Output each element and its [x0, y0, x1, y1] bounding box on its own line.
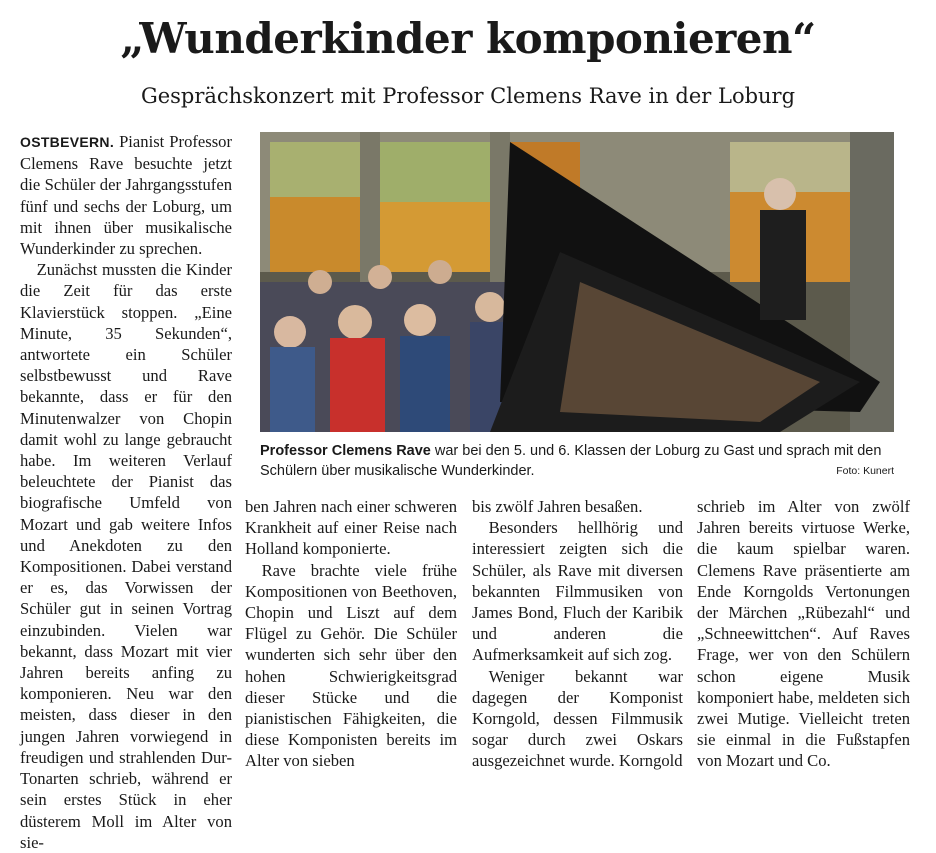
- headline: „Wunderkinder komponieren“: [120, 14, 816, 63]
- photo-illustration: [260, 132, 894, 432]
- column-4: [697, 496, 910, 772]
- column-2: [245, 496, 457, 772]
- paragraph: [20, 131, 232, 259]
- paragraph-text: Pianist Professor Clemens Rave besuchte jetzt die Schüler der Jahrgangsstufen fünf und sechs der Loburg, um mit ihnen über musikalische Wunderkinder zu sprechen.: [20, 132, 232, 259]
- subheadline: Gesprächskonzert mit Professor Clemens Rave in der Loburg: [140, 84, 796, 108]
- paragraph: Besonders hellhörig und interessiert zeigten sich die Schüler, als Rave mit diversen bekannten Filmmusiken von James Bond, Fluch der Karibik und anderen die Aufmerksamkeit auf sich zog.: [472, 518, 683, 665]
- paragraph: Zunächst mussten die Kinder die Zeit für das erste Klavierstück stoppen. „Eine Minute, 35 Sekunden“, antwortete ein Schüler selbstbewusst und Rave bekannte, dass er für den Minutenwalzer von Chopin damit wohl zu lange gebraucht habe. Im weiteren Verlauf beleuchtete der Pianist das biografische Umfeld von Mozart und gab weitere Infos und Anekdoten zu den Kompositionen. Dabei verstand er es, das Vorwissen der Schüler gut in seinen Vortrag einzubinden. Vielen war bekannt, dass Mozart mit vier Jahren bereits anfing zu komponieren. Neu war den meisten, dass dieser in den jungen Jahren vorwiegend in freudigen und strahlenden Dur-Tonarten schrieb, während er sein erstes Stück in eher düsterem Moll im Alter von sie-: [20, 260, 232, 852]
- caption-name: Professor Clemens Rave: [260, 443, 431, 459]
- article-photo: [260, 132, 894, 432]
- paragraph: Rave brachte viele frühe Kompositionen von Beethoven, Chopin und Liszt auf dem Flügel zu Gehör. Die Schüler wunderten sich sehr über den hohen Schwierigkeitsgrad dieser Stücke und die pianistischen Fähigkeiten, die diese Komponisten bereits im Alter von sieben: [245, 560, 457, 771]
- paragraph: schrieb im Alter von zwölf Jahren bereits virtuose Werke, die kaum spielbar waren. Clemens Rave präsentierte am Ende Korngolds Vertonungen der Märchen „Rübezahl“ und „Schneewittchen“. Auf Raves Frage, wer von den Schülern schon eigene Musik komponiert habe, meldeten sich zwei Mutige. Vielleicht treten sie einmal in die Fußstapfen von Mozart und Co.: [697, 497, 910, 771]
- photo-caption: [260, 441, 894, 481]
- column-1: [20, 131, 232, 853]
- dateline: OSTBEVERN.: [20, 134, 115, 150]
- paragraph: bis zwölf Jahren besaßen.: [472, 497, 643, 516]
- paragraph: ben Jahren nach einer schweren Krankheit auf einer Reise nach Holland komponierte.: [245, 497, 457, 559]
- column-3: [472, 496, 683, 772]
- caption-text: war bei den 5. und 6. Klassen der Loburg zu Gast und sprach mit den Schülern über musikalische Wunderkinder.: [260, 443, 882, 479]
- paragraph: Weniger bekannt war dagegen der Komponist Korngold, dessen Filmmusik sogar durch zwei Oskars ausgezeichnet wurde. Korngold: [472, 666, 683, 771]
- photo-credit: Foto: Kunert: [836, 465, 894, 477]
